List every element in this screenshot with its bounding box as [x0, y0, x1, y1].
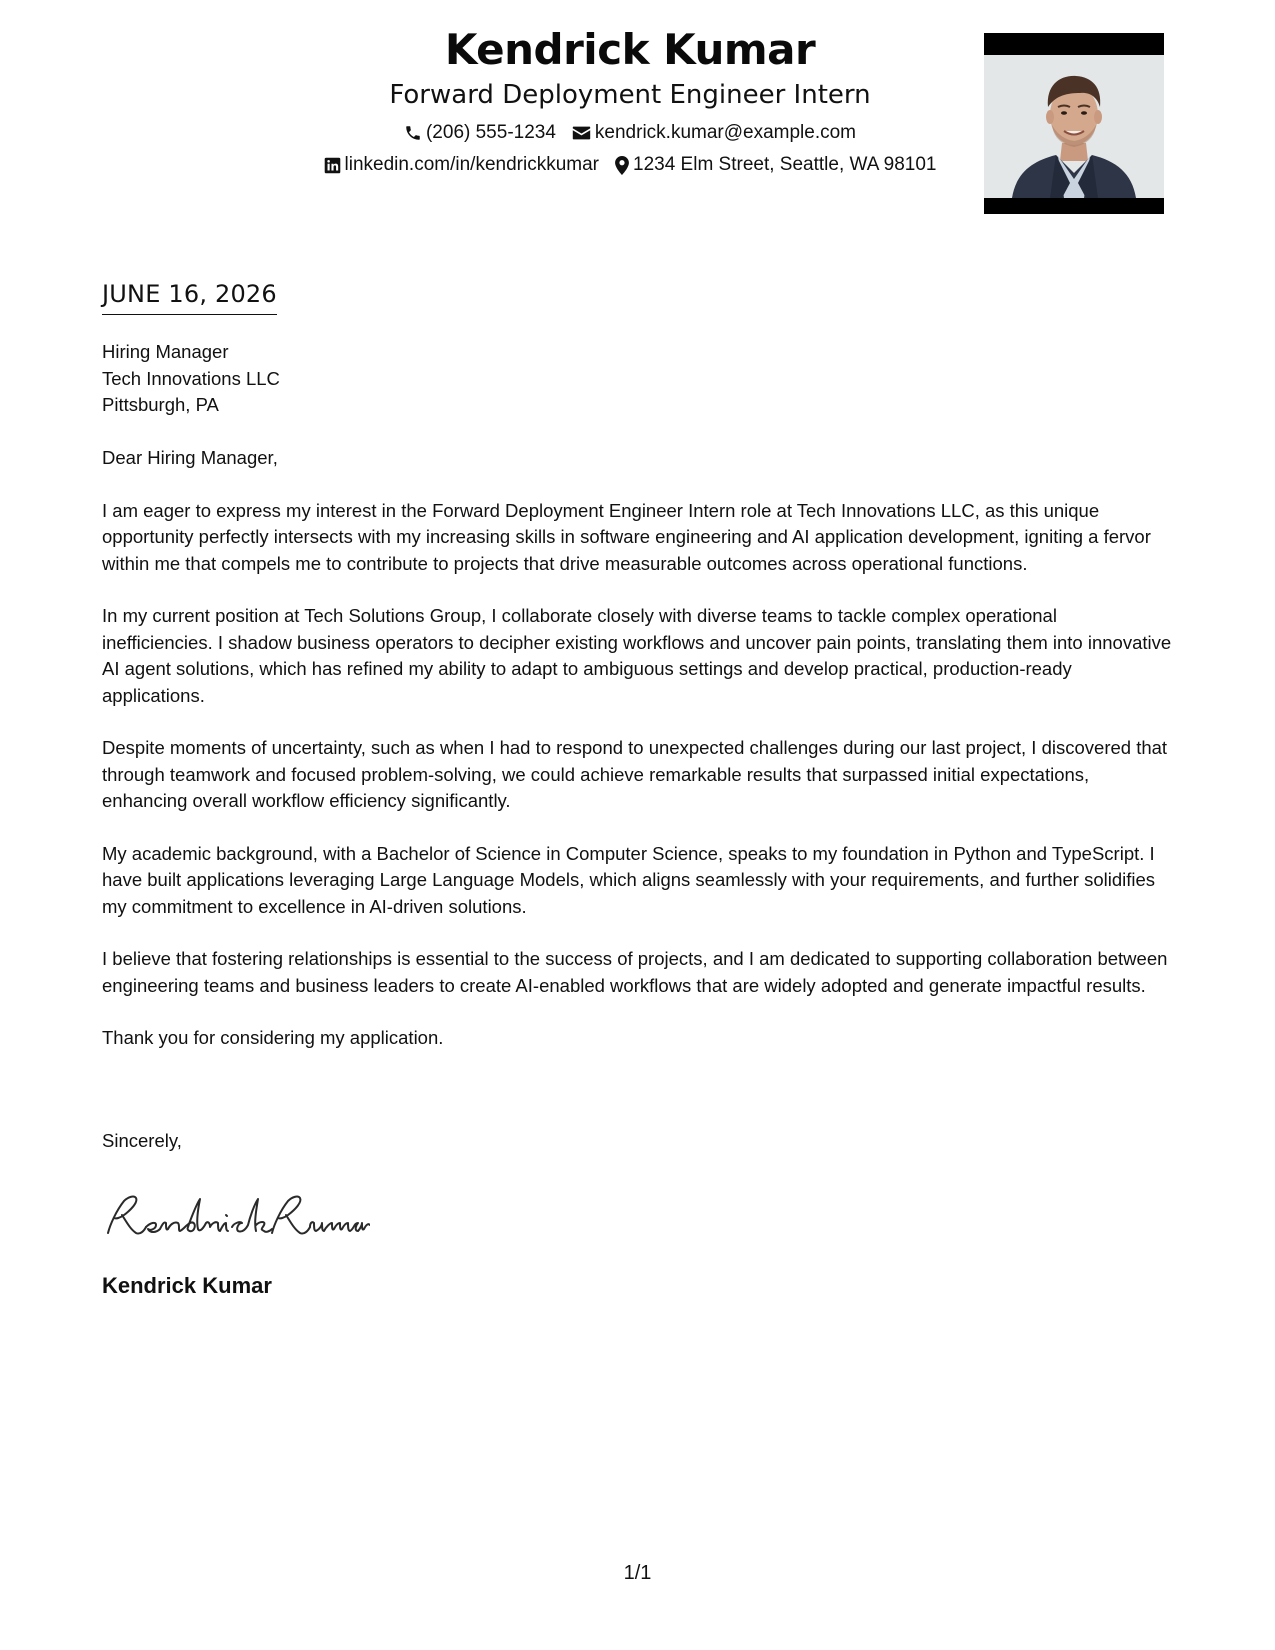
recipient-location: Pittsburgh, PA: [102, 394, 219, 415]
letter-header: [0, 22, 1275, 212]
handwritten-signature: [100, 1185, 370, 1245]
address-contact: [615, 153, 936, 177]
street-address: 1234 Elm Street, Seattle, WA 98101: [633, 154, 937, 175]
salutation: Dear Hiring Manager,: [102, 447, 278, 468]
paragraph-experience: In my current position at Tech Solutions Group, I collaborate closely with diverse teams to tackle complex operational inefficiencies. I shadow business operators to decipher existing workflows and uncover pain points, translating them into innovative AI agent solutions, which has refined my ability to adapt to ambiguous settings and develop practical, production-ready applications.: [102, 605, 1172, 706]
linkedin-icon: [324, 157, 341, 174]
phone-number: (206) 555-1234: [425, 122, 556, 143]
phone-contact: [404, 121, 556, 145]
job-title: Forward Deployment Engineer Intern: [389, 80, 871, 110]
envelope-icon: [572, 125, 591, 141]
linkedin-url[interactable]: linkedin.com/in/kendrickkumar: [344, 154, 599, 175]
signed-name: Kendrick Kumar: [102, 1273, 272, 1298]
page-number: 1/1: [623, 1562, 652, 1584]
applicant-name: Kendrick Kumar: [444, 25, 816, 74]
header-info: [245, 22, 1015, 177]
contact-row-1: [245, 121, 1015, 145]
paragraph-education: My academic background, with a Bachelor of Science in Computer Science, speaks to my foundation in Python and TypeScript. I have built applications leveraging Large Language Models, which aligns seamlessly with your requirements, and further solidifies my commitment to excellence in AI-driven solutions.: [102, 842, 1156, 917]
paragraph-challenges: Despite moments of uncertainty, such as when I had to respond to unexpected challenges during our last project, I discovered that through teamwork and focused problem-solving, we could achieve remarkable results that surpassed initial expectations, enhancing overall workflow efficiency significantly.: [102, 737, 1168, 811]
paragraph-intro: I am eager to express my interest in the Forward Deployment Engineer Intern role at Tech Innovations LLC, as this unique opportunity perfectly intersects with my increasing skills in software engineering and AI application development, igniting a fervor within me that compels me to contribute to projects that drive measurable outcomes across operational functions.: [102, 499, 1151, 574]
contact-row-2: [245, 153, 1015, 177]
paragraph-collaboration: I believe that fostering relationships is essential to the success of projects, and I am dedicated to supporting collaboration between engineering teams and business leaders to create AI-enabled workflows that are widely adopted and generate impactful results.: [102, 948, 1168, 996]
map-pin-icon: [615, 156, 629, 175]
letter-date: JUNE 16, 2026: [102, 278, 277, 315]
recipient-block: [102, 339, 280, 419]
recipient-title: Hiring Manager: [102, 341, 229, 362]
letter-body: [102, 445, 1172, 1078]
recipient-company: Tech Innovations LLC: [102, 367, 280, 389]
profile-photo: [984, 33, 1164, 214]
phone-icon: [404, 124, 422, 142]
linkedin-contact[interactable]: [324, 153, 600, 177]
email-address[interactable]: kendrick.kumar@example.com: [594, 122, 857, 143]
thank-you-line: Thank you for considering my application.: [102, 1027, 444, 1048]
email-contact[interactable]: [572, 121, 856, 145]
photo-image: [984, 55, 1164, 198]
closing: Sincerely,: [102, 1130, 182, 1151]
